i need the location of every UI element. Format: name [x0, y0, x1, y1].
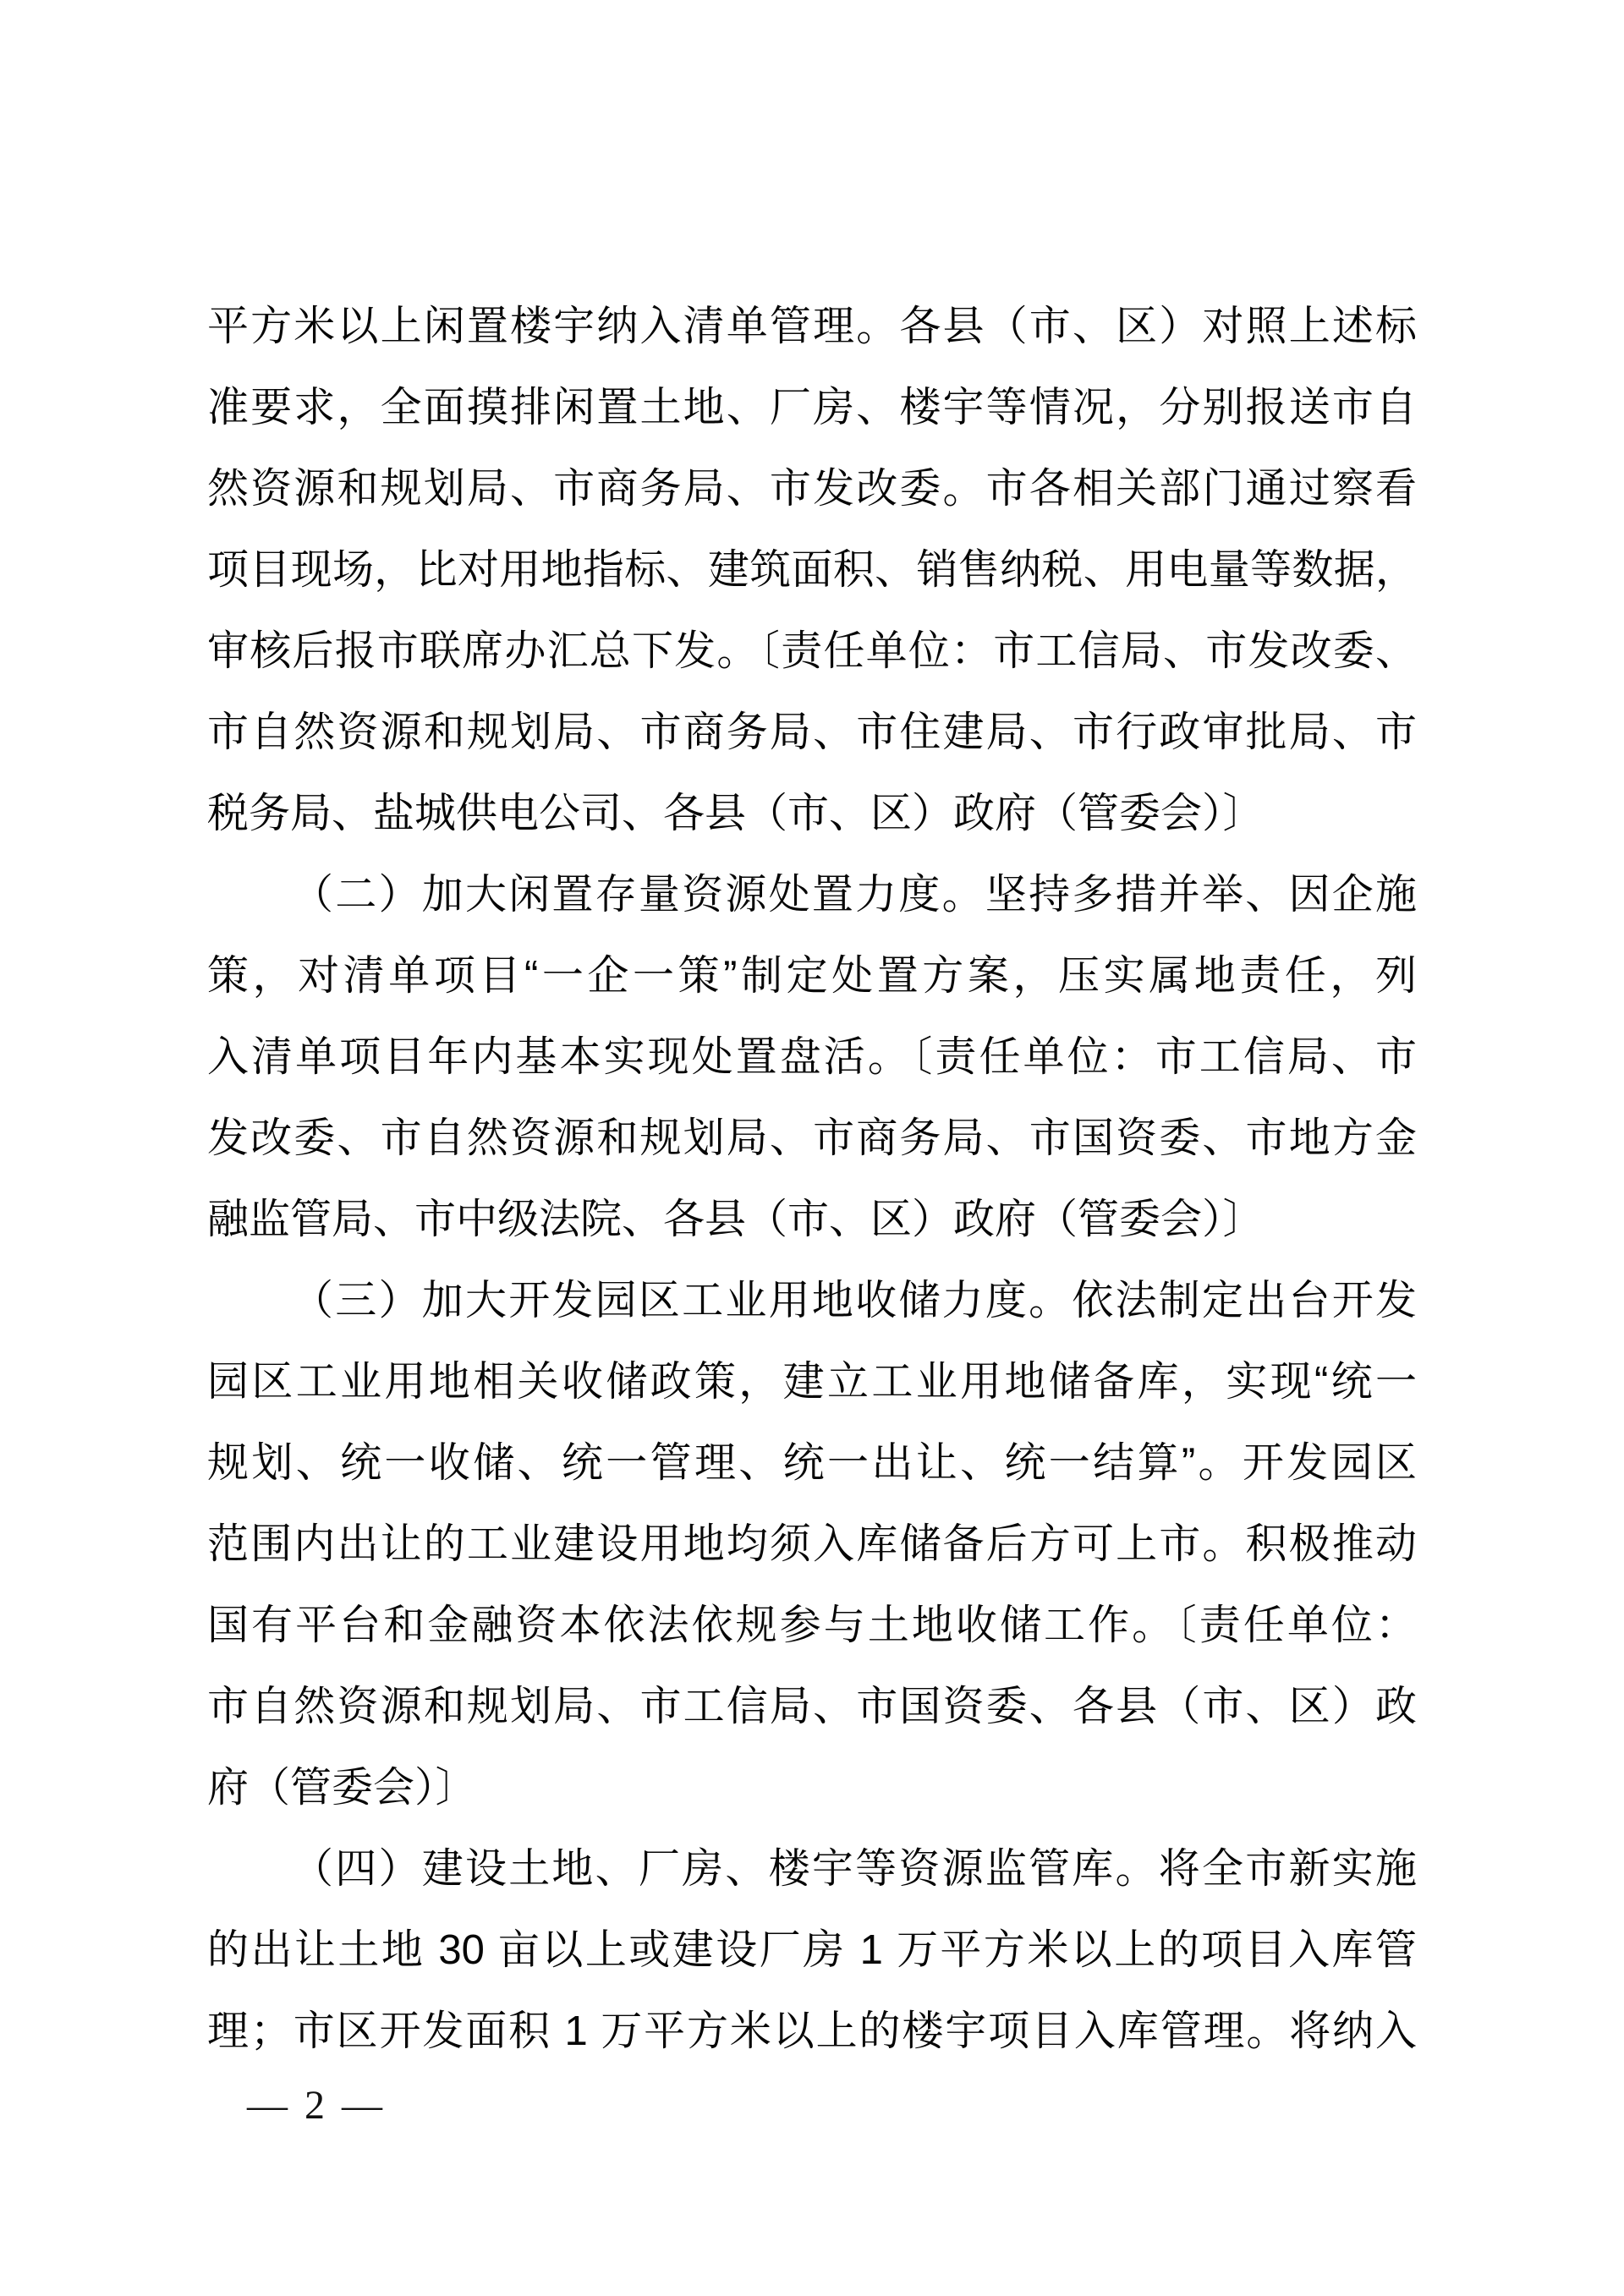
text-line: 市自然资源和规划局、市工信局、市国资委、各县（市、区）政	[207, 1684, 1417, 1729]
document-text-block	[207, 286, 1417, 2072]
text-line-paragraph-end: 府（管委会）〕	[207, 1765, 477, 1811]
text-line: 规划、统一收储、统一管理、统一出让、统一结算”。开发园区	[207, 1440, 1417, 1486]
text-line: 策，对清单项目“一企一策”制定处置方案，压实属地责任，列	[207, 953, 1417, 999]
text-line: 发改委、市自然资源和规划局、市商务局、市国资委、市地方金	[207, 1115, 1417, 1161]
page-footer	[247, 2080, 386, 2131]
text-line: 的出让土地 30 亩以上或建设厂房 1 万平方米以上的项目入库管	[207, 1927, 1417, 1973]
text-line: 范围内出让的工业建设用地均须入库储备后方可上市。积极推动	[207, 1521, 1417, 1567]
text-line: 入清单项目年内基本实现处置盘活。〔责任单位：市工信局、市	[207, 1034, 1417, 1080]
text-line-paragraph-start: （四）建设土地、厂房、楼宇等资源监管库。将全市新实施	[292, 1846, 1417, 1892]
text-line: 国有平台和金融资本依法依规参与土地收储工作。〔责任单位：	[207, 1603, 1417, 1648]
text-line: 项目现场，比对用地指标、建筑面积、销售纳税、用电量等数据，	[207, 547, 1417, 593]
text-line-paragraph-end: 融监管局、市中级法院、各县（市、区）政府（管委会）〕	[207, 1197, 1265, 1242]
text-line: 市自然资源和规划局、市商务局、市住建局、市行政审批局、市	[207, 710, 1417, 755]
text-line: 准要求，全面摸排闲置土地、厂房、楼宇等情况，分别报送市自	[207, 385, 1417, 430]
text-line-paragraph-start: （二）加大闲置存量资源处置力度。坚持多措并举、因企施	[292, 872, 1417, 918]
text-line: 然资源和规划局、市商务局、市发改委。市各相关部门通过察看	[207, 466, 1417, 512]
text-line: 理；市区开发面积 1 万平方米以上的楼宇项目入库管理。将纳入	[207, 2008, 1417, 2054]
text-line-paragraph-end: 税务局、盐城供电公司、各县（市、区）政府（管委会）〕	[207, 791, 1265, 836]
text-line: 审核后报市联席办汇总下发。〔责任单位：市工信局、市发改委、	[207, 628, 1417, 674]
text-line: 平方米以上闲置楼宇纳入清单管理。各县（市、区）对照上述标	[207, 304, 1417, 349]
page-number: — 2 —	[247, 2083, 386, 2128]
text-line: 园区工业用地相关收储政策，建立工业用地储备库，实现“统一	[207, 1359, 1417, 1405]
text-line-paragraph-start: （三）加大开发园区工业用地收储力度。依法制定出台开发	[292, 1278, 1417, 1323]
